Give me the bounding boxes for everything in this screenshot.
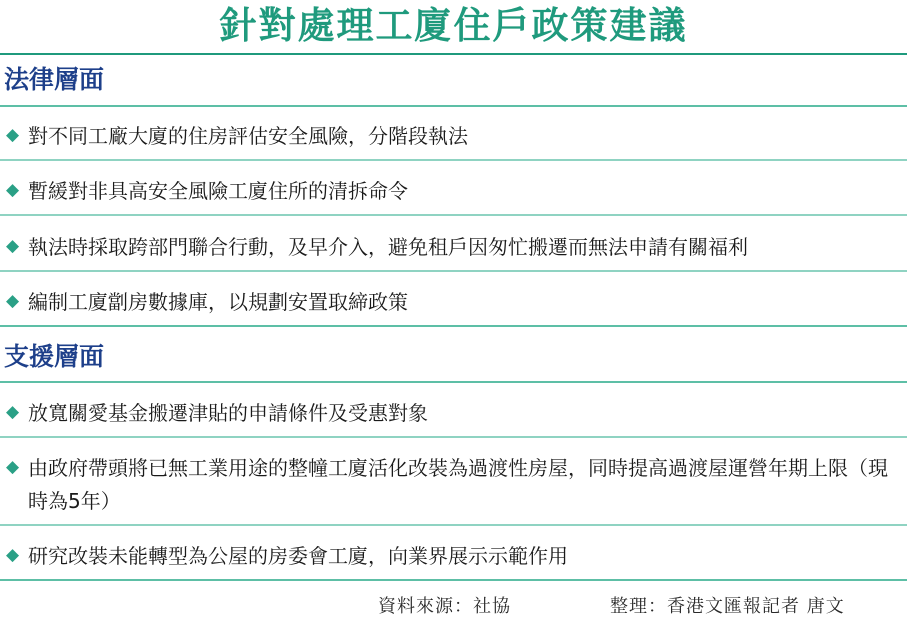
divider: [0, 524, 907, 526]
diamond-icon: ◆: [6, 457, 20, 477]
divider: [0, 159, 907, 161]
list-item-text: 對不同工廠大廈的住房評估安全風險，分階段執法: [28, 124, 468, 148]
diamond-icon: ◆: [6, 236, 20, 256]
diamond-icon: ◆: [6, 125, 20, 145]
divider: [0, 214, 907, 216]
divider: [0, 579, 907, 581]
divider: [0, 436, 907, 438]
divider: [0, 105, 907, 107]
list-item-text: 放寬關愛基金搬遷津貼的申請條件及受惠對象: [28, 401, 428, 425]
section-heading-support: 支援層面: [4, 342, 105, 371]
list-item-text: 編制工廈劏房數據庫，以規劃安置取締政策: [28, 290, 408, 314]
section-heading-legal: 法律層面: [4, 65, 105, 94]
list-item-text: 由政府帶頭將已無工業用途的整幢工廈活化改裝為過渡性房屋，同時提高過渡屋運營年期上限（現時為5年）: [28, 456, 888, 513]
list-item-text: 暫緩對非具高安全風險工廈住所的清拆命令: [28, 179, 408, 203]
diamond-icon: ◆: [6, 291, 20, 311]
divider: [0, 325, 907, 327]
diamond-icon: ◆: [6, 180, 20, 200]
source-credit: 資料來源：社協: [378, 596, 511, 617]
diamond-icon: ◆: [6, 545, 20, 565]
page-title: 針對處理工廈住戶政策建議: [219, 3, 688, 47]
title-divider: [0, 53, 907, 55]
compiler-credit: 整理：香港文匯報記者 唐文: [610, 596, 845, 617]
divider: [0, 381, 907, 383]
divider: [0, 270, 907, 272]
list-item-text: 執法時採取跨部門聯合行動，及早介入，避免租戶因匆忙搬遷而無法申請有關福利: [28, 235, 748, 259]
list-item-text: 研究改裝未能轉型為公屋的房委會工廈，向業界展示示範作用: [28, 544, 568, 568]
diamond-icon: ◆: [6, 402, 20, 422]
